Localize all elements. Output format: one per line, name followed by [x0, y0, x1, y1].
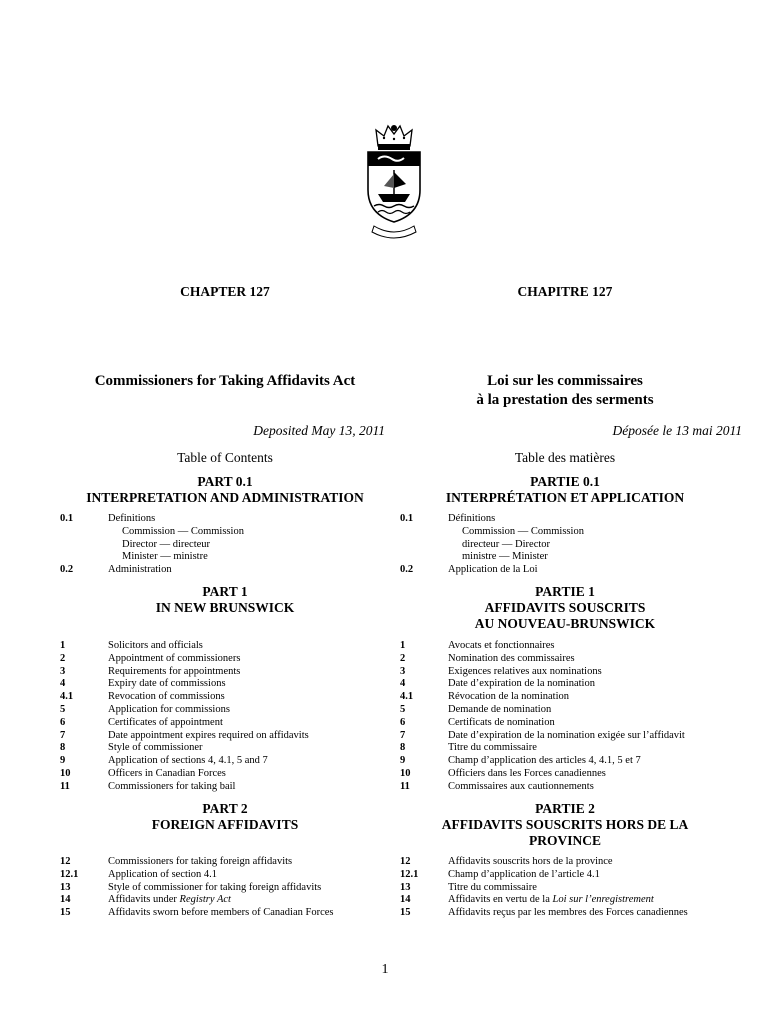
table-of-contents-heading: Table of Contents	[177, 450, 273, 465]
english-column	[60, 0, 390, 1024]
section-number: 4	[60, 678, 66, 690]
toc-entry	[60, 894, 390, 907]
section-number: 12	[400, 856, 411, 867]
toc-entry	[60, 704, 390, 717]
section-title: Champ d’application des articles 4, 4.1, 5 et 7	[448, 755, 641, 767]
deposited-date: Déposée le 13 mai 2011	[612, 423, 742, 438]
section-number: 4.1	[60, 691, 74, 703]
section-title: Application of sections 4, 4.1, 5 and 7	[108, 755, 268, 767]
section-title: Solicitors and officials	[108, 640, 203, 651]
chapter-heading: CHAPTER 127	[180, 284, 270, 299]
section-number: 11	[60, 780, 70, 792]
toc-entry	[400, 526, 730, 539]
section-title: Exigences relatives aux nominations	[448, 665, 602, 677]
part-1-list	[400, 640, 730, 794]
section-number: 12.1	[60, 868, 79, 880]
toc-entry	[60, 882, 390, 895]
part-heading-1: PART 1 IN NEW BRUNSWICK	[155, 584, 295, 615]
toc-entry	[60, 640, 390, 653]
section-title: directeur — Director	[462, 538, 551, 550]
toc-entry	[400, 856, 730, 869]
section-title: ministre — Minister	[462, 551, 548, 563]
toc-entry	[60, 513, 390, 526]
part-heading-1: PARTIE 1 AFFIDAVITS SOUSCRITS AU NOUVEAU-BRUNSWICK	[474, 584, 656, 631]
section-title: Révocation de la nomination	[448, 691, 570, 703]
section-number: 7	[400, 729, 406, 741]
toc-entry	[60, 551, 390, 564]
toc-entry	[60, 742, 390, 755]
section-number: 13	[60, 881, 71, 893]
table-of-contents-heading: Table des matières	[514, 450, 616, 465]
section-number: 6	[400, 716, 406, 728]
section-title: Certificates of appointment	[108, 716, 223, 728]
section-number: 15	[60, 907, 71, 919]
section-number: 4	[400, 678, 406, 690]
section-title: Expiry date of commissions	[108, 678, 226, 690]
part-heading-2: PARTIE 2 AFFIDAVITS SOUSCRITS HORS DE LA PROVINCE	[441, 801, 689, 848]
section-title: Style of commissioner for taking foreign affidavits	[108, 881, 322, 893]
part-heading-0-1: PARTIE 0.1 INTERPRÉTATION ET APPLICATION	[445, 474, 685, 505]
toc-entry	[400, 768, 730, 781]
part-2-list	[60, 856, 390, 920]
toc-entry	[60, 539, 390, 552]
toc-entry	[400, 564, 730, 577]
section-number: 2	[400, 652, 406, 664]
section-number: 3	[60, 665, 66, 677]
section-number: 0.1	[400, 513, 414, 524]
toc-entry	[60, 666, 390, 679]
section-title: Application de la Loi	[448, 564, 538, 576]
toc-entry	[400, 640, 730, 653]
part-heading-2: PART 2 FOREIGN AFFIDAVITS	[151, 801, 299, 832]
toc-entry	[400, 704, 730, 717]
section-number: 14	[400, 894, 411, 906]
toc-entry	[400, 742, 730, 755]
section-title: Commission — Commission	[122, 525, 244, 537]
toc-entry	[400, 539, 730, 552]
section-title: Definitions	[108, 513, 156, 524]
toc-entry	[60, 781, 390, 794]
section-title: Commissaires aux cautionnements	[448, 780, 594, 792]
section-number: 12.1	[400, 868, 419, 880]
section-title: Officers in Canadian Forces	[108, 767, 226, 779]
section-title: Application for commissions	[108, 703, 230, 715]
toc-entry	[60, 768, 390, 781]
toc-entry	[400, 755, 730, 768]
section-title: Définitions	[448, 513, 496, 524]
toc-entry	[60, 856, 390, 869]
chapter-heading: CHAPITRE 127	[517, 284, 613, 299]
section-number: 5	[400, 703, 406, 715]
toc-entry	[400, 551, 730, 564]
section-number: 10	[400, 767, 411, 779]
section-number: 2	[60, 652, 66, 664]
section-title: Commissioners for taking foreign affidavits	[108, 856, 293, 867]
section-title: Administration	[108, 564, 172, 576]
toc-entry	[400, 691, 730, 704]
section-title: Titre du commissaire	[448, 881, 537, 893]
section-title: Commission — Commission	[462, 525, 584, 537]
section-title: Officiers dans les Forces canadiennes	[448, 767, 606, 779]
section-title: Avocats et fonctionnaires	[448, 640, 555, 651]
section-number: 1	[60, 640, 66, 651]
section-number: 1	[400, 640, 406, 651]
toc-entry	[60, 755, 390, 768]
part-1-list	[60, 640, 390, 794]
section-title: Minister — ministre	[122, 551, 208, 563]
part-heading-0-1: PART 0.1 INTERPRETATION AND ADMINISTRATION	[86, 474, 364, 505]
section-number: 7	[60, 729, 66, 741]
toc-entry	[400, 882, 730, 895]
section-title: Affidavits en vertu de la Loi sur l’enregistrement	[448, 894, 654, 906]
section-number: 0.2	[60, 564, 74, 576]
section-title: Commissioners for taking bail	[108, 780, 236, 792]
section-number: 10	[60, 767, 71, 779]
section-number: 9	[400, 755, 406, 767]
section-title: Affidavits souscrits hors de la province	[448, 856, 613, 867]
section-number	[60, 526, 108, 539]
toc-entry	[400, 653, 730, 666]
part-0-1-list	[60, 513, 390, 577]
toc-entry	[60, 564, 390, 577]
section-number	[60, 539, 108, 552]
section-title: Date d’expiration de la nomination exigée sur l’affidavit	[448, 729, 685, 741]
section-title: Director — directeur	[122, 538, 211, 550]
section-title: Style of commissioner	[108, 742, 203, 754]
section-number	[400, 526, 448, 539]
french-column	[400, 0, 742, 1024]
toc-entry	[400, 894, 730, 907]
section-number: 3	[400, 665, 406, 677]
toc-entry	[60, 869, 390, 882]
toc-entry	[60, 678, 390, 691]
toc-entry	[60, 526, 390, 539]
section-number: 13	[400, 881, 411, 893]
part-0-1-list	[400, 513, 730, 577]
toc-entry	[400, 869, 730, 882]
section-number: 14	[60, 894, 71, 906]
toc-entry	[400, 781, 730, 794]
act-title: Loi sur les commissaires à la prestation des serments	[476, 373, 654, 408]
toc-entry	[400, 717, 730, 730]
toc-entry	[60, 653, 390, 666]
section-title: Champ d’application de l’article 4.1	[448, 868, 600, 880]
section-number: 0.1	[60, 513, 74, 524]
section-number: 9	[60, 755, 66, 767]
act-title: Commissioners for Taking Affidavits Act	[94, 373, 356, 389]
section-number: 4.1	[400, 691, 414, 703]
toc-entry	[400, 907, 730, 920]
section-number	[400, 539, 448, 552]
section-title: Titre du commissaire	[448, 742, 537, 754]
toc-entry	[60, 907, 390, 920]
section-title: Revocation of commissions	[108, 691, 225, 703]
section-title: Certificats de nomination	[448, 716, 555, 728]
section-number: 8	[400, 742, 406, 754]
section-number	[60, 551, 108, 564]
section-title: Application of section 4.1	[108, 868, 218, 880]
section-number: 11	[400, 780, 410, 792]
italic-act-name: Loi sur l’enregistrement	[552, 894, 654, 906]
section-number: 0.2	[400, 564, 414, 576]
toc-entry	[400, 678, 730, 691]
toc-entry	[60, 730, 390, 743]
section-title: Appointment of commissioners	[108, 652, 241, 664]
toc-entry	[400, 730, 730, 743]
section-title: Demande de nomination	[448, 703, 552, 715]
section-number	[400, 551, 448, 564]
section-title: Date d’expiration de la nomination	[448, 678, 595, 690]
toc-entry	[60, 717, 390, 730]
section-title: Nomination des commissaires	[448, 652, 575, 664]
toc-entry	[400, 666, 730, 679]
section-title: Requirements for appointments	[108, 665, 241, 677]
section-number: 6	[60, 716, 66, 728]
section-number: 5	[60, 703, 66, 715]
page-number: 1	[381, 962, 389, 977]
part-2-list	[400, 856, 730, 920]
italic-act-name: Registry Act	[179, 894, 231, 906]
toc-entry	[60, 691, 390, 704]
section-title: Date appointment expires required on affidavits	[108, 729, 309, 741]
section-title: Affidavits under Registry Act	[108, 894, 231, 906]
toc-entry	[400, 513, 730, 526]
section-number: 8	[60, 742, 66, 754]
deposited-date: Deposited May 13, 2011	[253, 423, 385, 438]
section-number: 12	[60, 856, 71, 867]
section-title: Affidavits sworn before members of Canadian Forces	[108, 907, 334, 919]
section-number: 15	[400, 907, 411, 919]
section-title: Affidavits reçus par les membres des Forces canadiennes	[448, 907, 688, 919]
